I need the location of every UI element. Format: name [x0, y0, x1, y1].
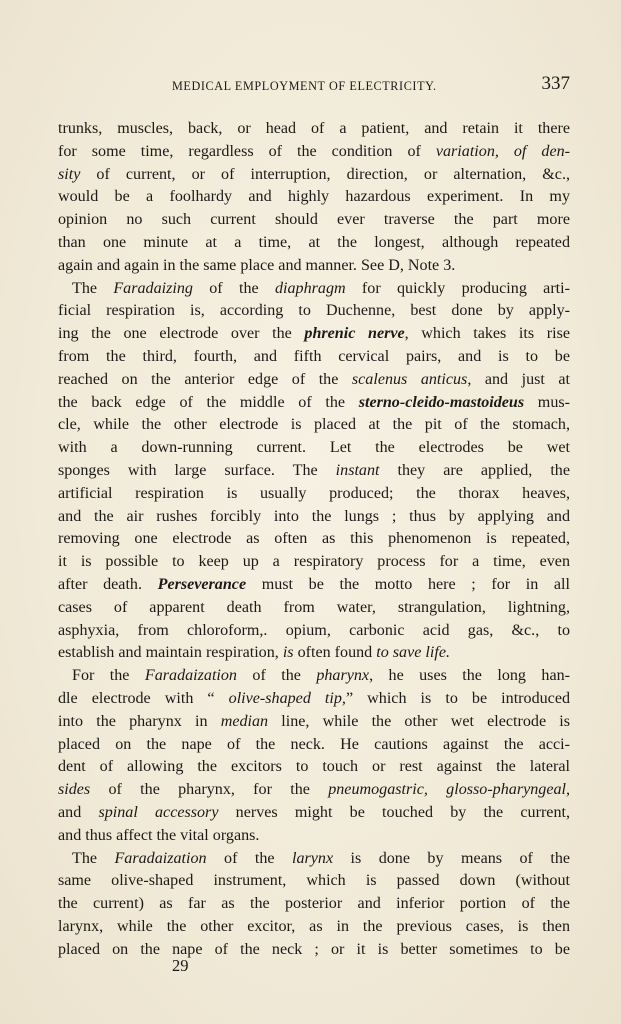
text-segment: would be a foolhardy and highly hazardous experiment. In my	[58, 188, 570, 206]
text-line	[58, 711, 570, 734]
text-segment: opinion no such current should ever traverse the part more	[58, 211, 570, 229]
text-segment: ing the one electrode over the	[58, 325, 305, 343]
emphasized-text: median	[220, 712, 269, 730]
text-segment: of the	[192, 279, 275, 297]
text-line	[58, 642, 570, 665]
text-line	[58, 232, 570, 255]
text-line	[58, 414, 570, 437]
emphasized-text: sity	[58, 165, 81, 183]
text-line	[58, 369, 570, 392]
emphasized-text: pneumogastric, glosso-pharyngeal,	[328, 781, 570, 799]
text-segment: of the	[236, 667, 317, 685]
text-segment: establish and maintain respiration,	[58, 644, 283, 662]
text-segment: larynx, while the other excitor, as in the previous cases, is then	[58, 917, 570, 935]
page-number: 337	[541, 73, 570, 94]
text-line	[58, 734, 570, 757]
text-line	[58, 346, 570, 369]
text-line	[58, 848, 570, 871]
text-line	[58, 620, 570, 643]
text-line	[58, 756, 570, 779]
text-segment: the current) as far as the posterior and inferior portion of the	[58, 895, 570, 913]
emphasized-text: Faradaization	[114, 849, 207, 867]
text-line	[58, 528, 570, 551]
text-line	[58, 209, 570, 232]
text-segment: of the	[206, 849, 292, 867]
emphasized-text: instant	[335, 461, 380, 479]
text-line	[58, 392, 570, 415]
emphasized-text: olive-shaped tip,	[228, 689, 346, 707]
text-line	[58, 916, 570, 939]
text-segment: than one minute at a time, at the longest, although repeated	[58, 233, 570, 251]
text-segment: same olive-shaped instrument, which is passed down (without	[58, 872, 570, 890]
text-segment: with a down-running current. Let the electrodes be wet	[58, 439, 570, 457]
text-segment: of the pharynx, for the	[90, 781, 329, 799]
text-segment: reached on the anterior edge of the	[58, 370, 352, 388]
text-segment: placed on the nape of the neck ; or it is better sometimes to be	[58, 940, 570, 958]
emphasized-text: Faradaizing	[113, 279, 193, 297]
text-line	[58, 574, 570, 597]
text-line	[58, 186, 570, 209]
text-segment: The	[72, 279, 114, 297]
text-segment: from the third, fourth, and fifth cervical pairs, and is to be	[58, 347, 570, 365]
emphasized-text: diaphragm	[274, 279, 346, 297]
text-segment: artificial respiration is usually produced; the thorax heaves,	[58, 484, 570, 502]
text-segment: of current, or of interruption, direction, or alternation, &c.,	[80, 165, 570, 183]
text-segment: ” which is to be introduced	[345, 689, 571, 707]
text-line	[58, 506, 570, 529]
text-segment: mus-	[524, 393, 570, 411]
text-segment: trunks, muscles, back, or head of a patient, and retain it there	[58, 120, 570, 137]
emphasized-text: Perseverance	[157, 575, 247, 593]
emphasized-text: sides	[58, 781, 91, 799]
text-line	[58, 802, 570, 825]
text-line	[58, 300, 570, 323]
text-segment: dle electrode with “	[58, 689, 229, 707]
text-line	[58, 779, 570, 802]
text-segment: and	[58, 803, 99, 821]
text-line	[58, 893, 570, 916]
text-segment: placed on the nape of the neck. He cautions against the acci-	[58, 735, 570, 753]
text-line	[58, 597, 570, 620]
text-segment: for quickly producing arti-	[345, 279, 570, 297]
emphasized-text: larynx	[291, 849, 334, 867]
text-segment: , which takes its rise	[404, 325, 570, 343]
text-line	[58, 323, 570, 346]
text-segment: The	[72, 849, 115, 867]
text-segment: cle, while the other electrode is placed at the pit of the stomach,	[58, 416, 570, 434]
text-line	[58, 255, 570, 278]
text-line	[58, 825, 570, 848]
text-segment: removing one electrode as often as this phenomenon is repeated,	[58, 530, 570, 548]
text-segment: is done by means of the	[333, 849, 571, 867]
text-line	[58, 278, 570, 301]
text-segment: and thus affect the vital organs.	[58, 826, 260, 844]
text-segment: cases of apparent death from water, strangulation, lightning,	[58, 598, 570, 616]
body-text	[58, 118, 570, 961]
emphasized-text: sterno-cleido-mastoideus	[358, 393, 525, 411]
signature-mark: 29	[172, 956, 189, 975]
text-line	[58, 483, 570, 506]
text-segment: dent of allowing the excitors to touch or rest against the lateral	[58, 758, 570, 776]
text-line	[58, 164, 570, 187]
emphasized-text: spinal accessory	[98, 803, 219, 821]
emphasized-text: variation, of den-	[435, 142, 570, 160]
text-segment: into the pharynx in	[58, 712, 221, 730]
text-segment: nerves might be touched by the current,	[218, 803, 570, 821]
text-segment: it is possible to keep up a respiratory process for a time, even	[58, 553, 570, 571]
text-segment: asphyxia, from chloroform,. opium, carbonic acid gas, &c., to	[58, 621, 570, 639]
text-segment: after death.	[58, 575, 158, 593]
text-segment: they are applied, the	[379, 461, 570, 479]
text-segment: must be the motto here ; for in all	[246, 575, 570, 593]
text-segment: , he uses the long han-	[369, 667, 570, 685]
text-segment: for some time, regardless of the condition of	[58, 142, 436, 160]
text-segment: , and just at	[467, 370, 571, 388]
text-segment: sponges with large surface. The	[58, 461, 336, 479]
text-line	[58, 665, 570, 688]
emphasized-text: to save life.	[376, 644, 450, 662]
text-segment: again and again in the same place and manner. See D, Note 3.	[58, 256, 456, 274]
text-line	[58, 939, 570, 962]
emphasized-text: is	[282, 644, 294, 662]
emphasized-text: phrenic nerve	[304, 325, 405, 343]
text-line	[58, 437, 570, 460]
emphasized-text: Faradaization	[144, 667, 237, 685]
text-segment: For the	[72, 667, 145, 685]
text-segment: the back edge of the middle of the	[58, 393, 359, 411]
text-segment: and the air rushes forcibly into the lungs ; thus by applying and	[58, 507, 570, 525]
text-segment: ficial respiration is, according to Duchenne, best done by apply-	[58, 302, 570, 320]
emphasized-text: scalenus anticus	[351, 370, 468, 388]
text-segment: often found	[293, 644, 377, 662]
page-header	[58, 73, 570, 98]
text-line	[58, 118, 570, 141]
running-title: MEDICAL EMPLOYMENT OF ELECTRICITY.	[172, 79, 437, 93]
text-line	[58, 460, 570, 483]
text-line	[58, 141, 570, 164]
text-line	[58, 551, 570, 574]
emphasized-text: pharynx	[316, 667, 370, 685]
text-line	[58, 870, 570, 893]
text-line	[58, 688, 570, 711]
text-segment: line, while the other wet electrode is	[268, 712, 571, 730]
